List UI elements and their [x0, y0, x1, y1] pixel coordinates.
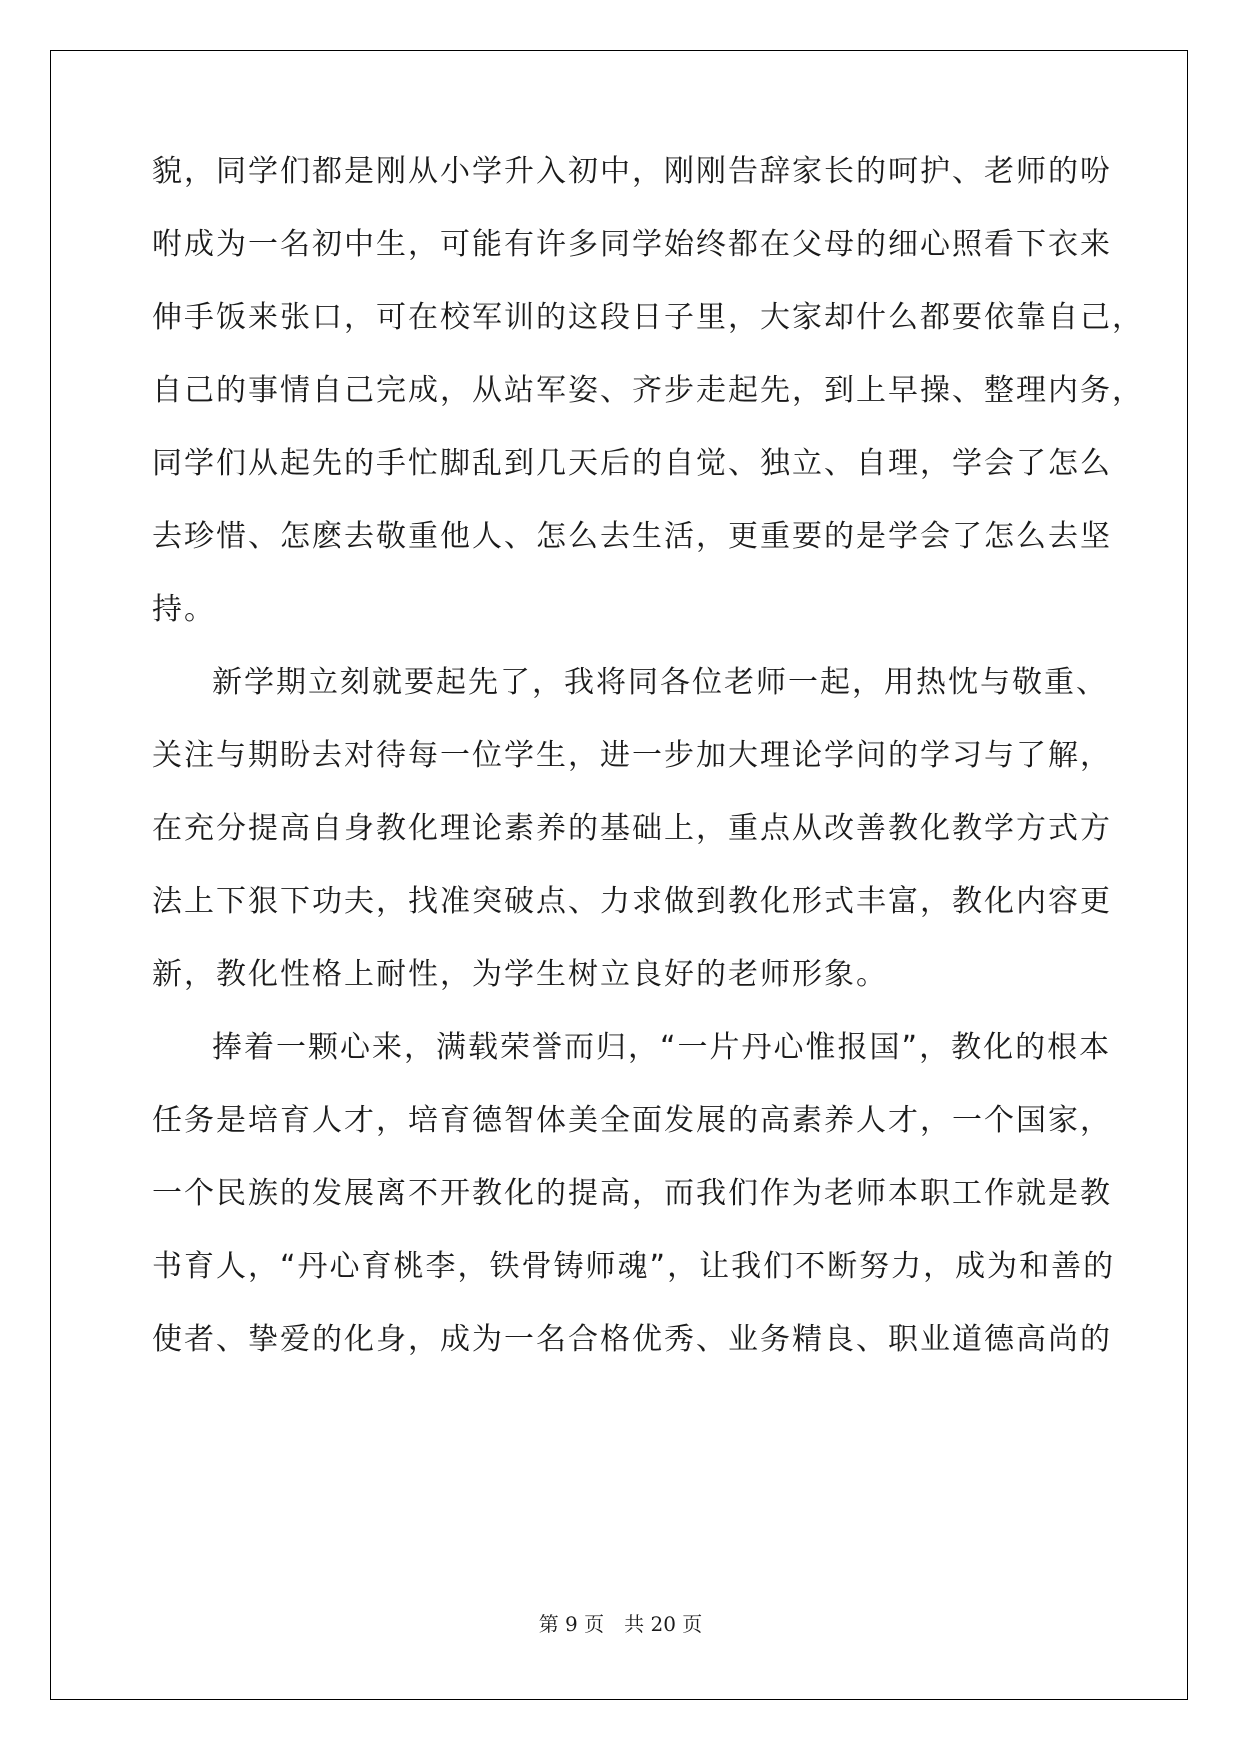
text-line-8: 新学期立刻就要起先了，我将同各位老师一起，用热忱与敬重、 — [212, 665, 1108, 700]
text-line-5: 同学们从起先的手忙脚乱到几天后的自觉、独立、自理，学会了怎么 — [152, 446, 1112, 481]
page-number: 第 9 页 — [538, 1612, 605, 1636]
page-footer — [0, 1612, 1241, 1636]
text-line-3: 伸手饭来张口，可在校军训的这段日子里，大家却什么都要依靠自己， — [152, 300, 1144, 335]
text-line-6: 去珍惜、怎麽去敬重他人、怎么去生活，更重要的是学会了怎么去坚 — [152, 519, 1112, 554]
text-line-9: 关注与期盼去对待每一位学生，进一步加大理论学问的学习与了解， — [152, 738, 1112, 773]
text-line-14: 任务是培育人才，培育德智体美全面发展的高素养人才，一个国家， — [152, 1103, 1112, 1138]
text-line-4: 自己的事情自己完成，从站军姿、齐步走起先，到上早操、整理内务， — [152, 373, 1144, 408]
text-line-13: 捧着一颗心来，满载荣誉而归，“一片丹心惟报国”，教化的根本 — [212, 1030, 1112, 1065]
text-line-10: 在充分提高自身教化理论素养的基础上，重点从改善教化教学方式方 — [152, 811, 1112, 846]
page-border — [50, 50, 1188, 1700]
page-total: 共 20 页 — [624, 1612, 703, 1636]
text-line-1: 貌，同学们都是刚从小学升入初中，刚刚告辞家长的呵护、老师的吩 — [152, 154, 1112, 189]
text-line-2: 咐成为一名初中生，可能有许多同学始终都在父母的细心照看下衣来 — [152, 227, 1112, 262]
text-line-11: 法上下狠下功夫，找准突破点、力求做到教化形式丰富，教化内容更 — [152, 884, 1112, 919]
text-line-15: 一个民族的发展离不开教化的提高，而我们作为老师本职工作就是教 — [152, 1176, 1112, 1211]
text-line-7: 持。 — [152, 592, 216, 627]
text-line-16: 书育人，“丹心育桃李，铁骨铸师魂”，让我们不断努力，成为和善的 — [152, 1249, 1116, 1284]
text-line-12: 新，教化性格上耐性，为学生树立良好的老师形象。 — [152, 957, 888, 992]
text-line-17: 使者、挚爱的化身，成为一名合格优秀、业务精良、职业道德高尚的 — [152, 1322, 1112, 1357]
